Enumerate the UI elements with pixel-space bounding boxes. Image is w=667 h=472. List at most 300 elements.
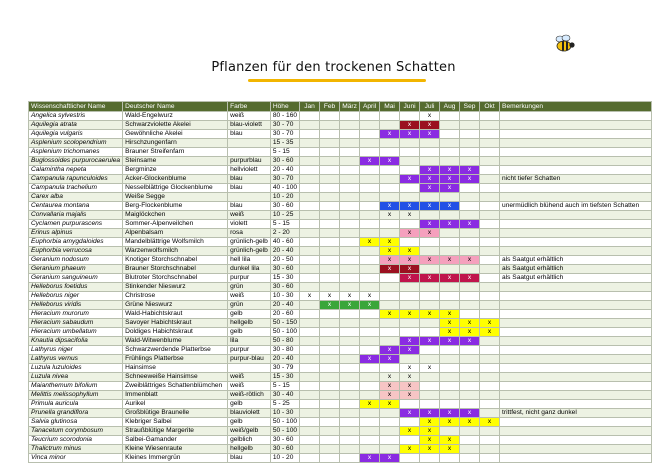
month-cell (360, 319, 380, 328)
month-cell: x (400, 256, 420, 265)
height-cell: 50 - 100 (270, 328, 299, 337)
color-cell: hellviolett (228, 166, 271, 175)
month-cell (440, 346, 460, 355)
month-cell: x (300, 292, 320, 301)
month-cell (480, 274, 500, 283)
notes-cell (500, 400, 652, 409)
month-cell (480, 445, 500, 454)
month-cell: x (320, 301, 340, 310)
month-cell (300, 283, 320, 292)
month-cell (480, 193, 500, 202)
month-cell (320, 382, 340, 391)
height-cell: 5 - 15 (270, 220, 299, 229)
month-cell: x (440, 436, 460, 445)
month-cell (460, 229, 480, 238)
month-cell (340, 337, 360, 346)
month-cell (480, 121, 500, 130)
month-cell: x (380, 382, 400, 391)
month-cell (360, 148, 380, 157)
month-cell (460, 130, 480, 139)
table-row (29, 328, 652, 337)
german-name-cell: Sommer-Alpenveilchen (123, 220, 228, 229)
height-cell: 40 - 100 (270, 184, 299, 193)
notes-cell (500, 355, 652, 364)
height-cell: 10 - 20 (270, 193, 299, 202)
month-cell (480, 283, 500, 292)
month-cell: x (400, 382, 420, 391)
month-cell (300, 382, 320, 391)
month-cell (420, 319, 440, 328)
month-cell: x (460, 175, 480, 184)
month-cell: x (380, 238, 400, 247)
month-cell (380, 121, 400, 130)
month-cell (460, 139, 480, 148)
month-cell (400, 184, 420, 193)
month-cell (460, 265, 480, 274)
month-cell (340, 238, 360, 247)
month-cell (440, 265, 460, 274)
month-cell (420, 400, 440, 409)
month-cell: x (380, 400, 400, 409)
notes-cell (500, 121, 652, 130)
header-month: Juli (420, 102, 440, 112)
notes-cell (500, 139, 652, 148)
month-cell: x (420, 166, 440, 175)
month-cell (320, 364, 340, 373)
month-cell (480, 256, 500, 265)
month-cell (480, 337, 500, 346)
month-cell: x (460, 418, 480, 427)
month-cell (440, 454, 460, 463)
table-row (29, 184, 652, 193)
table-row (29, 220, 652, 229)
color-cell: violett (228, 220, 271, 229)
scientific-name-cell: Teucrium scorodonia (29, 436, 123, 445)
month-cell (400, 193, 420, 202)
height-cell: 50 - 100 (270, 427, 299, 436)
month-cell (340, 355, 360, 364)
month-cell (300, 121, 320, 130)
month-cell (360, 193, 380, 202)
month-cell: x (420, 130, 440, 139)
notes-cell (500, 373, 652, 382)
german-name-cell: Grüne Nieswurz (123, 301, 228, 310)
scientific-name-cell: Hieracium murorum (29, 310, 123, 319)
german-name-cell: Mandelblättrige Wolfsmilch (123, 238, 228, 247)
height-cell: 80 - 160 (270, 112, 299, 121)
month-cell (380, 328, 400, 337)
height-cell: 50 - 100 (270, 418, 299, 427)
month-cell (320, 202, 340, 211)
month-cell (460, 247, 480, 256)
month-cell (380, 229, 400, 238)
month-cell (380, 274, 400, 283)
german-name-cell: Frühlings Platterbse (123, 355, 228, 364)
scientific-name-cell: Convallaria majalis (29, 211, 123, 220)
month-cell: x (320, 292, 340, 301)
month-cell: x (400, 346, 420, 355)
month-cell (360, 382, 380, 391)
month-cell (440, 400, 460, 409)
month-cell (420, 391, 440, 400)
month-cell (400, 139, 420, 148)
month-cell (360, 337, 380, 346)
height-cell: 10 - 30 (270, 292, 299, 301)
month-cell (320, 256, 340, 265)
month-cell (380, 148, 400, 157)
height-cell: 20 - 40 (270, 247, 299, 256)
month-cell (300, 418, 320, 427)
month-cell (360, 256, 380, 265)
notes-cell (500, 247, 652, 256)
color-cell: dunkel lila (228, 265, 271, 274)
month-cell (420, 373, 440, 382)
notes-cell (500, 283, 652, 292)
table-row (29, 400, 652, 409)
month-cell (480, 112, 500, 121)
height-cell: 30 - 79 (270, 364, 299, 373)
table-row (29, 157, 652, 166)
month-cell: x (360, 292, 380, 301)
table-row (29, 256, 652, 265)
month-cell (300, 274, 320, 283)
notes-cell (500, 211, 652, 220)
table-row (29, 112, 652, 121)
month-cell (300, 202, 320, 211)
month-cell (400, 220, 420, 229)
header-month: Jan (300, 102, 320, 112)
month-cell (440, 364, 460, 373)
height-cell: 30 - 40 (270, 391, 299, 400)
month-cell (300, 391, 320, 400)
month-cell (480, 175, 500, 184)
table-row (29, 454, 652, 463)
scientific-name-cell: Campanula rapunculoides (29, 175, 123, 184)
german-name-cell: Acker-Glockenblume (123, 175, 228, 184)
height-cell: 30 - 60 (270, 445, 299, 454)
header-month: Okt (480, 102, 500, 112)
height-cell: 20 - 60 (270, 310, 299, 319)
notes-cell: als Saatgut erhältlich (500, 265, 652, 274)
month-cell (360, 274, 380, 283)
table-row (29, 373, 652, 382)
table-row (29, 427, 652, 436)
month-cell: x (420, 337, 440, 346)
header-color: Farbe (228, 102, 271, 112)
german-name-cell: Gewöhnliche Akelei (123, 130, 228, 139)
scientific-name-cell: Primula auricula (29, 400, 123, 409)
height-cell: 30 - 60 (270, 202, 299, 211)
month-cell: x (380, 310, 400, 319)
color-cell: weiß (228, 382, 271, 391)
table-row (29, 292, 652, 301)
month-cell (340, 229, 360, 238)
month-cell (300, 301, 320, 310)
month-cell: x (380, 202, 400, 211)
height-cell: 5 - 25 (270, 400, 299, 409)
german-name-cell: Warzenwolfsmilch (123, 247, 228, 256)
month-cell: x (420, 310, 440, 319)
month-cell: x (400, 310, 420, 319)
month-cell: x (460, 337, 480, 346)
month-cell: x (380, 454, 400, 463)
month-cell (340, 283, 360, 292)
notes-cell: als Saatgut erhältlich (500, 256, 652, 265)
color-cell: blau-violett (228, 121, 271, 130)
month-cell (340, 175, 360, 184)
scientific-name-cell: Lathyrus vernus (29, 355, 123, 364)
month-cell (340, 310, 360, 319)
notes-cell (500, 193, 652, 202)
month-cell (460, 364, 480, 373)
notes-cell (500, 301, 652, 310)
month-cell (300, 454, 320, 463)
german-name-cell: Savoyer Habichtskraut (123, 319, 228, 328)
month-cell (420, 157, 440, 166)
month-cell: x (420, 445, 440, 454)
scientific-name-cell: Aquilegia vulgaris (29, 130, 123, 139)
color-cell: grün (228, 283, 271, 292)
month-cell (420, 247, 440, 256)
month-cell (400, 166, 420, 175)
month-cell (400, 328, 420, 337)
table-row (29, 175, 652, 184)
german-name-cell: Alpenbalsam (123, 229, 228, 238)
header-month: Sep (460, 102, 480, 112)
table-row (29, 337, 652, 346)
table-row (29, 202, 652, 211)
month-cell: x (440, 418, 460, 427)
month-cell (340, 184, 360, 193)
month-cell: x (400, 445, 420, 454)
month-cell (380, 319, 400, 328)
month-cell (360, 121, 380, 130)
height-cell: 30 - 60 (270, 157, 299, 166)
header-height: Höhe (270, 102, 299, 112)
german-name-cell: Kleine Wiesenraute (123, 445, 228, 454)
scientific-name-cell: Campanula trachelium (29, 184, 123, 193)
month-cell: x (440, 274, 460, 283)
notes-cell (500, 319, 652, 328)
color-cell: blau (228, 175, 271, 184)
month-cell: x (400, 211, 420, 220)
month-cell: x (460, 220, 480, 229)
color-cell: grün (228, 301, 271, 310)
german-name-cell: Maiglöckchen (123, 211, 228, 220)
height-cell: 50 - 80 (270, 337, 299, 346)
month-cell (300, 265, 320, 274)
month-cell (320, 184, 340, 193)
month-cell (340, 373, 360, 382)
month-cell (360, 112, 380, 121)
notes-cell (500, 418, 652, 427)
notes-cell (500, 454, 652, 463)
height-cell: 10 - 25 (270, 211, 299, 220)
table-row (29, 139, 652, 148)
color-cell: blau (228, 454, 271, 463)
month-cell: x (460, 328, 480, 337)
notes-cell (500, 436, 652, 445)
height-cell: 10 - 20 (270, 454, 299, 463)
month-cell: x (440, 319, 460, 328)
month-cell (480, 220, 500, 229)
table-row (29, 445, 652, 454)
month-cell (380, 301, 400, 310)
month-cell: x (420, 184, 440, 193)
month-cell: x (360, 400, 380, 409)
month-cell (440, 211, 460, 220)
month-cell: x (400, 274, 420, 283)
month-cell (300, 319, 320, 328)
scientific-name-cell: Hieracium sabaudum (29, 319, 123, 328)
month-cell: x (460, 319, 480, 328)
german-name-cell: Kleines Immergrün (123, 454, 228, 463)
month-cell: x (400, 202, 420, 211)
table-body (29, 112, 652, 463)
month-cell: x (400, 337, 420, 346)
scientific-name-cell: Erinus alpinus (29, 229, 123, 238)
table-row (29, 130, 652, 139)
month-cell (320, 157, 340, 166)
color-cell: gelblich (228, 436, 271, 445)
month-cell (420, 328, 440, 337)
month-cell (320, 265, 340, 274)
notes-cell (500, 337, 652, 346)
month-cell: x (400, 265, 420, 274)
color-cell: weiß/gelb (228, 427, 271, 436)
month-cell (340, 418, 360, 427)
month-cell (420, 238, 440, 247)
month-cell (380, 292, 400, 301)
color-cell: hell lila (228, 256, 271, 265)
month-cell (360, 175, 380, 184)
title-underline (248, 79, 426, 82)
month-cell (360, 229, 380, 238)
height-cell: 10 - 30 (270, 409, 299, 418)
month-cell: x (460, 409, 480, 418)
scientific-name-cell: Hieracium umbellatum (29, 328, 123, 337)
german-name-cell: Christrose (123, 292, 228, 301)
month-cell (360, 211, 380, 220)
month-cell (400, 400, 420, 409)
month-cell: x (380, 373, 400, 382)
month-cell (460, 238, 480, 247)
german-name-cell: Stinkender Nieswurz (123, 283, 228, 292)
month-cell: x (480, 328, 500, 337)
german-name-cell: Berg-Flockenblume (123, 202, 228, 211)
month-cell: x (380, 391, 400, 400)
month-cell (460, 121, 480, 130)
month-cell: x (400, 130, 420, 139)
month-cell (480, 454, 500, 463)
height-cell: 5 - 15 (270, 382, 299, 391)
table-row (29, 409, 652, 418)
color-cell (228, 139, 271, 148)
table-row (29, 310, 652, 319)
month-cell (340, 346, 360, 355)
notes-cell: nicht tiefer Schatten (500, 175, 652, 184)
month-cell: x (440, 202, 460, 211)
scientific-name-cell: Geranium nodosum (29, 256, 123, 265)
table-row (29, 436, 652, 445)
month-cell (360, 265, 380, 274)
month-cell (300, 445, 320, 454)
scientific-name-cell: Geranium phaeum (29, 265, 123, 274)
month-cell (300, 112, 320, 121)
table-row (29, 148, 652, 157)
height-cell: 20 - 40 (270, 301, 299, 310)
month-cell (340, 256, 360, 265)
month-cell (460, 346, 480, 355)
month-cell (300, 157, 320, 166)
month-cell (460, 301, 480, 310)
color-cell (228, 364, 271, 373)
month-cell (360, 310, 380, 319)
month-cell: x (400, 409, 420, 418)
color-cell: gelb (228, 310, 271, 319)
month-cell (320, 445, 340, 454)
notes-cell: trittfest, nicht ganz dunkel (500, 409, 652, 418)
month-cell: x (400, 121, 420, 130)
month-cell (440, 283, 460, 292)
month-cell (360, 328, 380, 337)
month-cell (400, 355, 420, 364)
scientific-name-cell: Asplenium trichomanes (29, 148, 123, 157)
notes-cell (500, 427, 652, 436)
month-cell (300, 211, 320, 220)
month-cell (300, 184, 320, 193)
month-cell (480, 130, 500, 139)
month-cell (340, 265, 360, 274)
month-cell (380, 220, 400, 229)
month-cell (460, 400, 480, 409)
month-cell (380, 436, 400, 445)
month-cell (420, 148, 440, 157)
notes-cell: unermüdlich blühend auch im tiefsten Schatten (500, 202, 652, 211)
month-cell (440, 355, 460, 364)
month-cell (460, 112, 480, 121)
month-cell (340, 319, 360, 328)
month-cell (440, 427, 460, 436)
month-cell (320, 274, 340, 283)
month-cell (400, 301, 420, 310)
month-cell (300, 355, 320, 364)
month-cell (440, 193, 460, 202)
height-cell: 30 - 80 (270, 346, 299, 355)
header-scientific-name: Wissenschaftlicher Name (29, 102, 123, 112)
month-cell (440, 121, 460, 130)
month-cell (320, 454, 340, 463)
month-cell: x (460, 256, 480, 265)
notes-cell (500, 112, 652, 121)
month-cell (480, 184, 500, 193)
month-cell (380, 427, 400, 436)
month-cell (320, 427, 340, 436)
month-cell (320, 319, 340, 328)
german-name-cell: Schwarzwerdende Platterbse (123, 346, 228, 355)
month-cell: x (400, 229, 420, 238)
month-cell: x (400, 364, 420, 373)
month-cell: x (420, 121, 440, 130)
color-cell: hellgelb (228, 445, 271, 454)
month-cell (320, 175, 340, 184)
month-cell (460, 283, 480, 292)
month-cell (300, 409, 320, 418)
month-cell (300, 400, 320, 409)
table-row (29, 364, 652, 373)
month-cell: x (460, 274, 480, 283)
height-cell: 20 - 40 (270, 355, 299, 364)
